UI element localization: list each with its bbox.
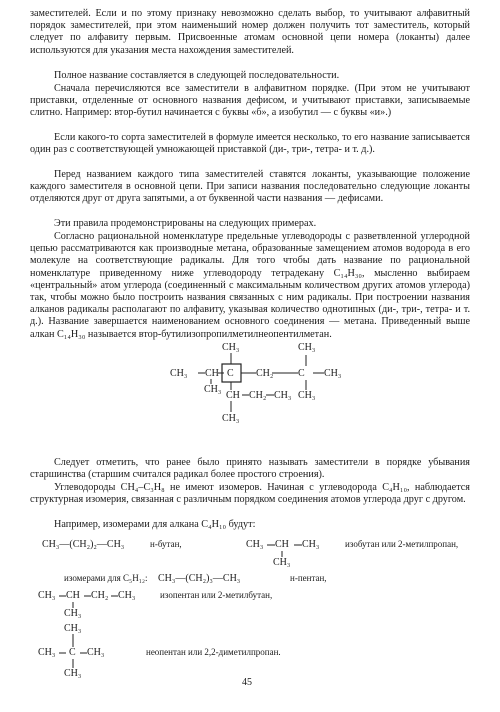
isobutane-ch: CH	[275, 539, 289, 550]
atom-ch3-under-ch: CH₃	[204, 384, 222, 395]
isobutane-ch3-bottom: CH₃	[273, 557, 291, 568]
paragraph-examples-intro: Эти правила продемонстрированы на следующих примерах.	[54, 218, 317, 229]
atom-ch3-left: CH₃	[170, 368, 188, 379]
page-number: 45	[242, 677, 252, 688]
paragraph-rational-nomenclature: Согласно рациональной номенклатуре предельные углеводороды с разветвленной углеродной цепью рассматриваются как производные метана, образованные замещением атомов водорода в его молекуле на соответствующие радикалы. Для того чтобы дать название по рациональной номенклатуре приведенному ниже углеводороду тетрадекану C₁₄H₃₀, мысленно выбираем «центральный» атом углерода (соединенный с максимальным количеством других атомов углерода) так, чтобы можно было построить названия связанных с ним радикалы. При построении названия алканов радикалы располагают по алфавиту, указывая количество однотипных (ди-, три-, тетра- и т. д.). Название завершается наименованием основного соединения — метана. Приведенный выше алкан C₁₄H₃₀ называется втор-бутилизопропилметилнеопентилметан.	[30, 231, 470, 340]
neopentane-ch3-bottom: CH₃	[64, 668, 82, 679]
isopentane-ch3-bottom: CH₃	[64, 608, 82, 619]
isopentane-ch3-right: CH₃	[118, 590, 136, 601]
paragraph-butane-isomers-intro: Например, изомерами для алкана C₄H₁₀ будут:	[54, 519, 256, 530]
isopentane-ch: CH	[66, 590, 80, 601]
pentane-formula: CH₃—(CH₂)₃—CH₃	[158, 573, 241, 584]
paragraph-alphabetical-rule: Сначала перечисляются все заместители в алфавитном порядке. (При этом не учитывают приставки, отделенные от основного названия дефисом, и учитывают приставки, записываемые слитно. Например: втор-бутил начинается с буквы «б», а изобутил — с буквы «и».)	[30, 83, 470, 119]
isobutane-ch3-left: CH₃	[246, 539, 264, 550]
neopentane-ch3-right: CH₃	[87, 647, 105, 658]
isobutane-label: изобутан или 2-метилпропан,	[345, 539, 459, 549]
atom-ch3-top-right: CH₃	[298, 342, 316, 353]
paragraph-full-name-intro: Полное название составляется в следующей последовательности.	[54, 70, 340, 81]
pentane-isomers-intro: изомерами для C₅H₁₂:	[64, 573, 148, 583]
atom-quaternary-carbon: C	[298, 368, 305, 379]
atom-ch3-bottom-right: CH₃	[298, 390, 316, 401]
atom-central-carbon: C	[227, 368, 234, 379]
atom-ch2-right: CH₂	[256, 368, 274, 379]
paragraph-historical-note: Следует отметить, что ранее было принято называть заместители в порядке убывания старшинства (старшим считался радикал более простого строения).	[30, 457, 470, 481]
paragraph-substituent-order: заместителей. Если и по этому признаку невозможно сделать выбор, то учитывают алфавитный порядок заместителей, при этом наименьший номер должен получить тот заместитель, который следует по алфавиту первым. Присвоенные атомам основной цепи номера (локанты) далее используются для указания места нахождения заместителей.	[30, 8, 470, 56]
isopentane-ch2: CH₂	[91, 590, 109, 601]
isobutane-ch3-right: CH₃	[302, 539, 320, 550]
butane-formula: CH₃—(CH₂)₂—CH₃	[42, 539, 125, 550]
neopentane-label: неопентан или 2,2-диметилпропан.	[146, 647, 281, 657]
atom-ch3-top-center: CH₃	[222, 342, 240, 353]
isopentane-label: изопентан или 2-метилбутан,	[160, 590, 273, 600]
atom-ch3-bottom: CH₃	[222, 413, 240, 424]
atom-ch-left: CH	[205, 368, 219, 379]
atom-ch3-lower-right: CH₃	[274, 390, 292, 401]
atom-ch3-far-right: CH₃	[324, 368, 342, 379]
paragraph-isomerism: Углеводороды CH₄–C₃H₈ не имеют изомеров. Начиная с углеводорода C₄H₁₀, наблюдается структурная изомерия, связанная с различным порядком соединения атомов углерода друг с другом.	[30, 482, 470, 506]
butane-label: н-бутан,	[150, 539, 182, 549]
paragraph-locant-rule: Перед названием каждого типа заместителей ставятся локанты, указывающие положение каждого заместителя в основной цепи. При записи названия последовательно следующие локанты отделяются друг от друга запятыми, а от буквенной части названия — дефисами.	[30, 169, 470, 205]
isopentane-ch3-left: CH₃	[38, 590, 56, 601]
atom-ch2-lower: CH₂	[249, 390, 267, 401]
atom-ch-lower: CH	[226, 390, 240, 401]
paragraph-multiplier-rule: Если какого-то сорта заместителей в формуле имеется несколько, то его название записывается один раз с соответствующей умножающей приставкой (ди-, три-, тетра- и т. д.).	[30, 132, 470, 156]
neopentane-ch3-top: CH₃	[64, 623, 82, 634]
neopentane-c: C	[69, 647, 76, 658]
pentane-label: н-пентан,	[290, 573, 327, 583]
neopentane-ch3-left: CH₃	[38, 647, 56, 658]
